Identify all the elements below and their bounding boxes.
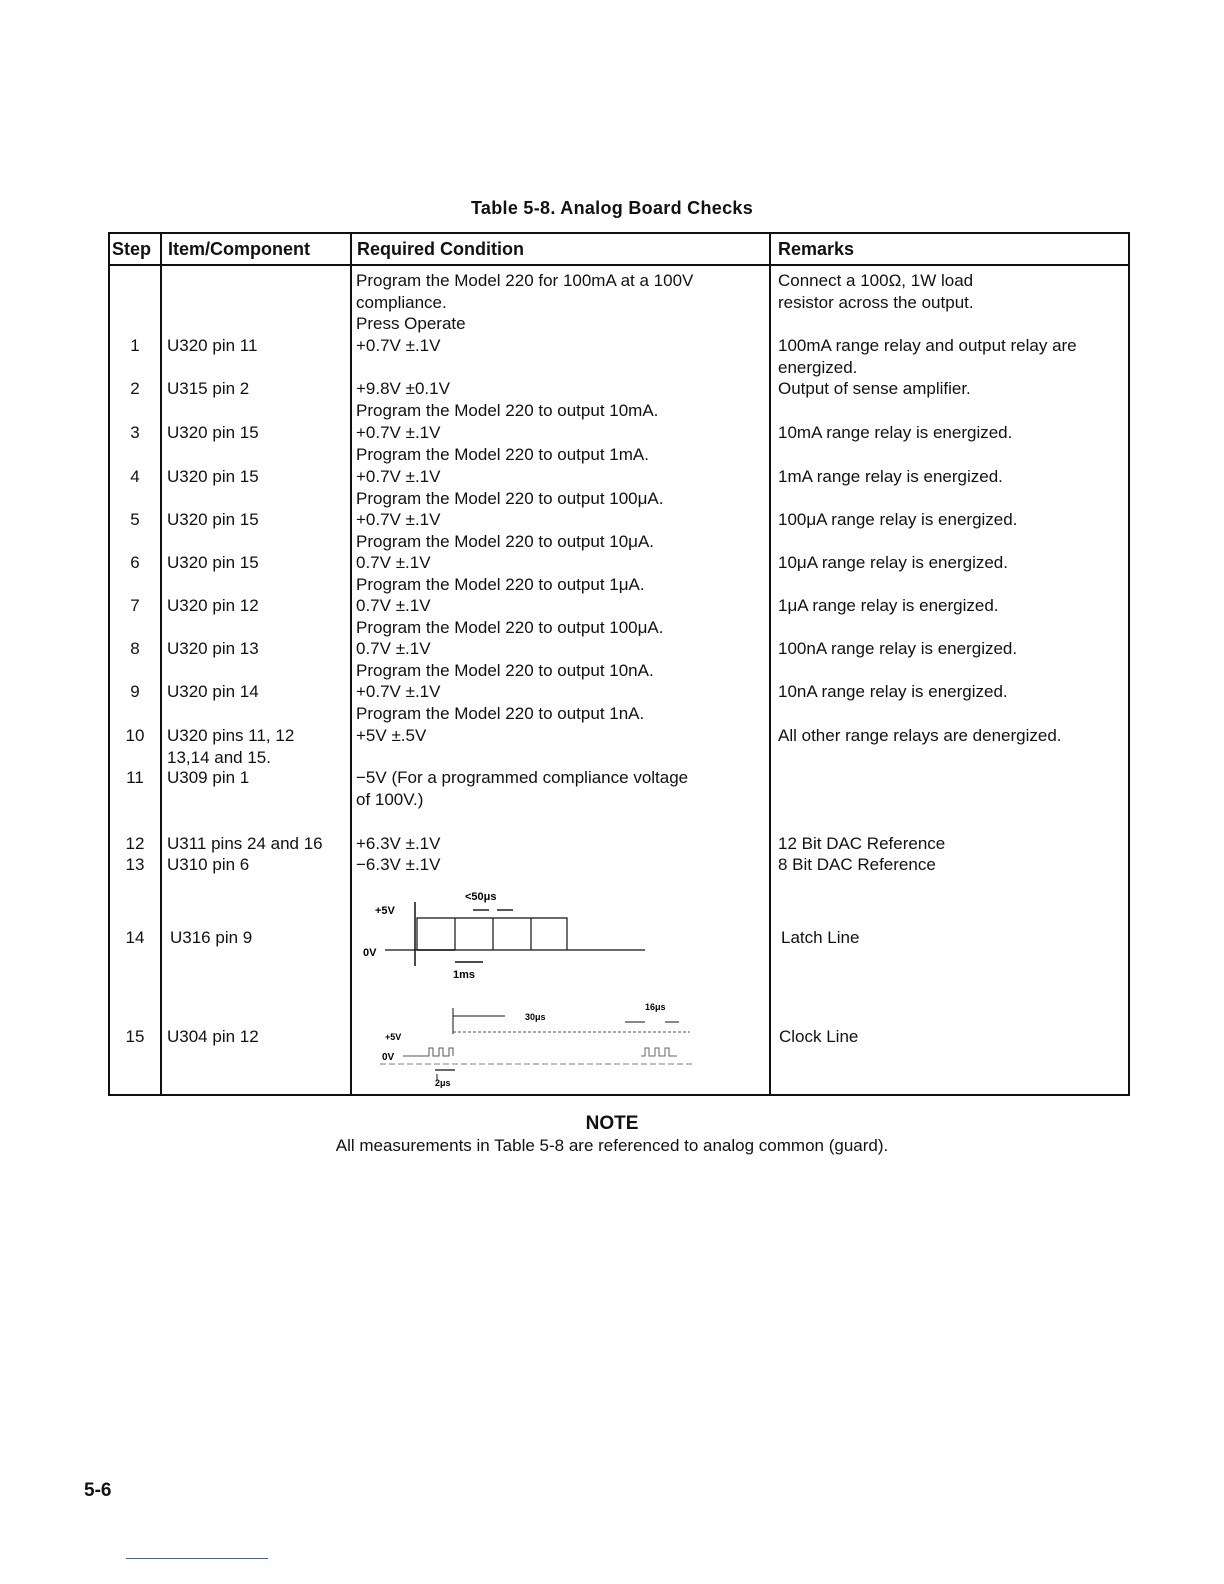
item-cell: U315 pin 2 — [167, 379, 250, 398]
period-label: 1ms — [453, 969, 476, 980]
step-number: 3 — [130, 423, 140, 442]
step-number: 10 — [125, 726, 145, 745]
item-cell: U320 pin 14 — [167, 682, 259, 701]
page-number: 5-6 — [84, 1480, 112, 1501]
item-cell: U320 pin 15 — [167, 510, 259, 529]
header-divider — [110, 264, 1128, 266]
condition-cell: +0.7V ±.1V Program the Model 220 to output 1mA. — [356, 423, 649, 464]
step-number: 2 — [130, 379, 140, 398]
column-divider — [769, 234, 771, 1094]
condition-cell: 0.7V ±.1V Program the Model 220 to output 100μA. — [356, 596, 664, 637]
setup-condition: Program the Model 220 for 100mA at a 100V compliance. Press Operate — [356, 271, 694, 333]
step-number: 6 — [130, 553, 140, 572]
step-number: 14 — [125, 928, 145, 947]
header-remarks: Remarks — [778, 239, 855, 259]
analog-board-checks-table — [108, 232, 1130, 1096]
item-cell: U320 pin 11 — [167, 336, 258, 355]
remarks-cell: 1mA range relay is energized. — [778, 467, 1003, 486]
column-divider — [160, 234, 162, 1094]
condition-cell: −6.3V ±.1V — [356, 855, 441, 874]
remarks-cell: 10nA range relay is energized. — [778, 682, 1008, 701]
remarks-cell: 100μA range relay is energized. — [778, 510, 1018, 529]
note-text: All measurements in Table 5-8 are referenced to analog common (guard). — [335, 1136, 889, 1155]
header-item: Item/Component — [168, 239, 310, 259]
remarks-cell: Latch Line — [781, 928, 860, 947]
pulse-width-label: <50μs — [465, 891, 497, 903]
step-number: 5 — [130, 510, 140, 529]
setup-remarks: Connect a 100Ω, 1W load resistor across the output. — [778, 271, 974, 312]
condition-cell: +0.7V ±.1V Program the Model 220 to output 100μA. — [356, 467, 664, 508]
header-step: Step — [112, 239, 152, 259]
column-divider — [350, 234, 352, 1094]
clock-line-waveform — [355, 994, 695, 1090]
condition-cell: +0.7V ±.1V Program the Model 220 to output 1nA. — [356, 682, 645, 723]
low-level-label: 0V — [363, 947, 377, 959]
remarks-cell: 100nA range relay is energized. — [778, 639, 1018, 658]
header-condition: Required Condition — [357, 239, 524, 259]
condition-cell: 0.7V ±.1V Program the Model 220 to output 1μA. — [356, 553, 645, 594]
remarks-cell: All other range relays are denergized. — [778, 726, 1062, 745]
condition-cell: +0.7V ±.1V — [356, 336, 441, 355]
remarks-cell: Output of sense amplifier. — [778, 379, 971, 398]
note-heading: NOTE — [585, 1113, 639, 1134]
item-cell: U310 pin 6 — [167, 855, 250, 874]
item-cell: U304 pin 12 — [167, 1027, 259, 1046]
condition-cell: 0.7V ±.1V Program the Model 220 to output 10nA. — [356, 639, 654, 680]
burst-duration-label: 30μs — [525, 1012, 546, 1022]
item-cell: U320 pin 15 — [167, 467, 259, 486]
item-cell: U311 pins 24 and 16 — [167, 834, 323, 853]
pulse-period-label: 16μs — [645, 1002, 666, 1012]
latch-line-waveform — [355, 882, 655, 980]
step-number: 11 — [126, 768, 144, 787]
high-level-label: +5V — [385, 1032, 402, 1042]
remarks-cell: 10μA range relay is energized. — [778, 553, 1008, 572]
item-cell: U320 pin 13 — [167, 639, 259, 658]
remarks-cell: 8 Bit DAC Reference — [778, 855, 936, 874]
step-number: 13 — [125, 855, 145, 874]
item-cell: U309 pin 1 — [167, 768, 250, 787]
item-cell: U320 pin 12 — [167, 596, 259, 615]
footer-rule — [126, 1558, 268, 1559]
remarks-cell: 12 Bit DAC Reference — [778, 834, 946, 853]
step-number: 4 — [130, 467, 140, 486]
remarks-cell: 100mA range relay and output relay are energized. — [778, 336, 1077, 377]
step-number: 9 — [130, 682, 140, 701]
item-cell: U320 pin 15 — [167, 553, 259, 572]
item-cell: U316 pin 9 — [170, 928, 253, 947]
step-number: 15 — [125, 1027, 145, 1046]
step-number: 12 — [125, 834, 145, 853]
item-cell: U320 pin 15 — [167, 423, 259, 442]
high-level-label: +5V — [375, 905, 395, 917]
item-cell: U320 pins 11, 12 13,14 and 15. — [167, 726, 295, 767]
step-number: 1 — [130, 336, 140, 355]
condition-cell: +6.3V ±.1V — [356, 834, 441, 853]
remarks-cell: Clock Line — [779, 1027, 859, 1046]
table-title: Table 5-8. Analog Board Checks — [470, 198, 754, 218]
condition-cell: +9.8V ±0.1V Program the Model 220 to output 10mA. — [356, 379, 659, 420]
step-number: 7 — [130, 596, 140, 615]
step-number: 8 — [130, 639, 140, 658]
remarks-cell: 1μA range relay is energized. — [778, 596, 999, 615]
condition-cell: +5V ±.5V — [356, 726, 427, 745]
remarks-cell: 10mA range relay is energized. — [778, 423, 1013, 442]
low-level-label: 0V — [382, 1052, 395, 1063]
condition-cell: +0.7V ±.1V Program the Model 220 to output 10μA. — [356, 510, 655, 551]
condition-cell: −5V (For a programmed compliance voltage of 100V.) — [356, 768, 689, 809]
pulse-width-label: 2μs — [435, 1078, 451, 1088]
